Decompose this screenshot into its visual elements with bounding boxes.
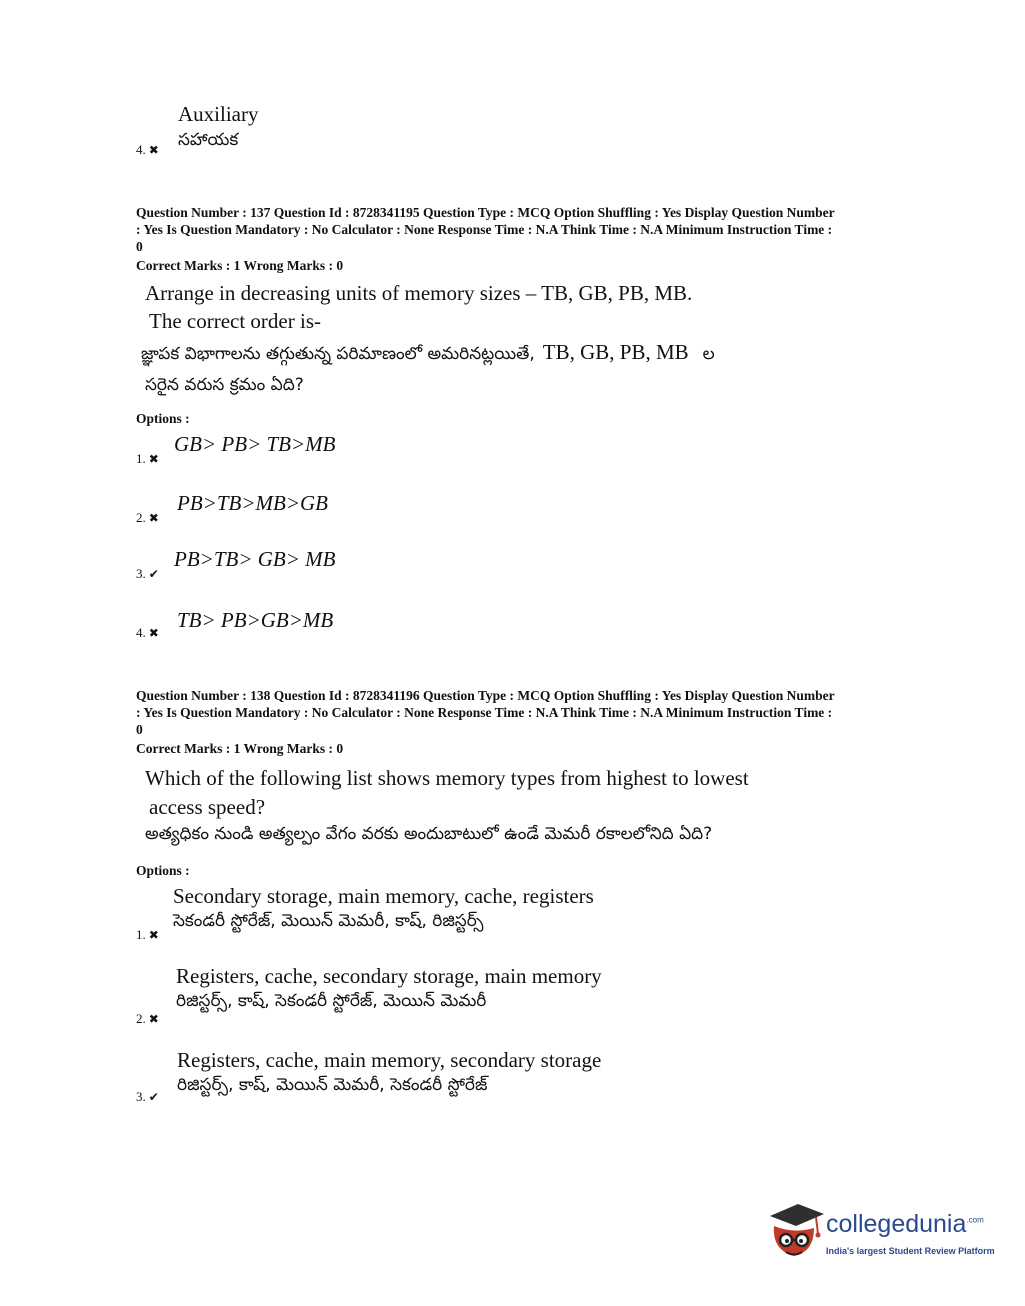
question-text-en: Which of the following list shows memory types from highest to lowest <box>145 766 749 790</box>
option-text: PB>TB> GB> MB <box>174 547 336 571</box>
question-meta <box>136 204 835 255</box>
option-text <box>176 963 602 1013</box>
units-text: TB, GB, PB, MB <box>542 340 689 364</box>
logo-name: collegedunia <box>826 1210 967 1238</box>
option-number: 3. <box>136 1089 146 1104</box>
prev-option-text-te: సహాయక <box>178 130 239 150</box>
option-row <box>136 1010 159 1028</box>
marks-info: Correct Marks : 1 Wrong Marks : 0 <box>136 258 344 273</box>
option-row <box>136 926 159 944</box>
wrong-icon: ✖ <box>148 928 159 942</box>
collegedunia-logo <box>768 1200 998 1270</box>
question-text-te: సరైన వరుస క్రమం ఏది? <box>145 375 304 395</box>
option-text-en: Secondary storage, main memory, cache, registers <box>173 884 594 908</box>
option-number: 3. <box>136 566 146 581</box>
option-text: TB> PB>GB>MB <box>177 608 334 632</box>
meta-line: : Yes Is Question Mandatory : No Calculator : None Response Time : N.A Think Time : N.A Minimum Instruction Time : <box>136 705 833 720</box>
option-row <box>136 565 159 583</box>
wrong-icon: ✖ <box>148 626 159 640</box>
question-text-en: access speed? <box>149 795 266 819</box>
option-number: 2. <box>136 1011 146 1026</box>
meta-line: Question Number : 138 Question Id : 8728341196 Question Type : MCQ Option Shuffling : Yes Display Question Number <box>136 688 835 703</box>
meta-line: Question Number : 137 Question Id : 8728341195 Question Type : MCQ Option Shuffling : Yes Display Question Number <box>136 205 835 220</box>
option-row <box>136 450 159 468</box>
telugu-text: ల <box>702 344 715 364</box>
question-text-te: అత్యధికం నుండి అత్యల్పం వేగం వరకు అందుబాటులో ఉండే మెమరీ రకాలలోనిది ఏది? <box>145 824 713 844</box>
meta-line: 0 <box>136 239 143 254</box>
telugu-text: జ్ఞాపక విభాగాలను తగ్గుతున్న పరిమాణంలో అమరినట్లయితే, <box>141 344 535 364</box>
option-text <box>173 883 594 933</box>
option-number: 4. <box>136 142 146 157</box>
wrong-icon: ✖ <box>148 1012 159 1026</box>
question-text-te <box>141 338 715 368</box>
meta-line: 0 <box>136 722 143 737</box>
correct-check-icon: ✔ <box>148 567 159 581</box>
option-number: 1. <box>136 451 146 466</box>
wrong-icon: ✖ <box>148 452 159 466</box>
option-number: 2. <box>136 510 146 525</box>
student-mascot-icon <box>768 1200 824 1266</box>
option-row <box>136 1088 159 1106</box>
option-row <box>136 624 159 642</box>
option-text-en: Registers, cache, secondary storage, main memory <box>176 964 602 988</box>
question-meta <box>136 687 835 738</box>
prev-option-4 <box>136 141 159 159</box>
correct-check-icon: ✔ <box>148 1090 159 1104</box>
prev-option-text-en: Auxiliary <box>178 102 259 126</box>
question-text-en: The correct order is- <box>149 309 321 333</box>
options-label: Options : <box>136 411 190 426</box>
wrong-icon: ✖ <box>148 511 159 525</box>
option-text-te: రిజిస్టర్స్, కాష్, మెయిన్ మెమరీ, సెకండరీ స్టోరేజ్ <box>177 1075 488 1095</box>
wrong-icon: ✖ <box>148 143 159 157</box>
option-text <box>177 1047 601 1097</box>
logo-suffix: .com <box>966 1215 984 1225</box>
option-text: PB>TB>MB>GB <box>177 491 328 515</box>
options-label: Options : <box>136 863 190 878</box>
meta-line: : Yes Is Question Mandatory : No Calculator : None Response Time : N.A Think Time : N.A Minimum Instruction Time : <box>136 222 833 237</box>
option-text-te: రిజిస్టర్స్, కాష్, సెకండరీ స్టోరేజ్, మెయిన్ మెమరీ <box>176 991 487 1011</box>
option-text: GB> PB> TB>MB <box>174 432 336 456</box>
option-row <box>136 509 159 527</box>
marks-info: Correct Marks : 1 Wrong Marks : 0 <box>136 741 344 756</box>
question-text-en: Arrange in decreasing units of memory sizes – TB, GB, PB, MB. <box>145 281 693 305</box>
logo-tagline: India's largest Student Review Platform <box>826 1246 995 1256</box>
option-text-te: సెకండరీ స్టోరేజ్, మెయిన్ మెమరీ, కాష్, రిజిస్టర్స్ <box>173 911 484 931</box>
option-number: 4. <box>136 625 146 640</box>
option-text-en: Registers, cache, main memory, secondary storage <box>177 1048 602 1072</box>
option-number: 1. <box>136 927 146 942</box>
